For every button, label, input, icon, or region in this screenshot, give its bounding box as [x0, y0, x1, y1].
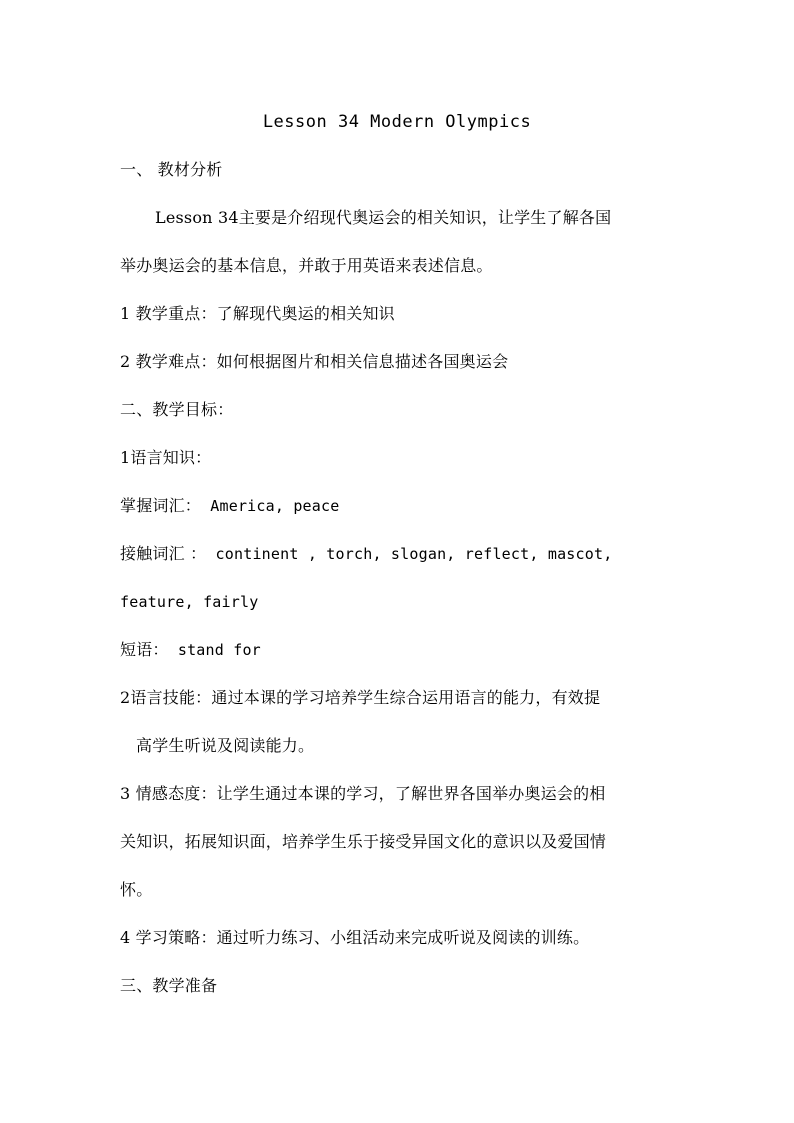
- language-skill-line-2: 高学生听说及阅读能力。: [136, 736, 315, 755]
- vocab-contact-line: [120, 544, 680, 564]
- section-heading-analysis: 一、 教材分析: [120, 160, 223, 179]
- vocab-master-words: America, peace: [201, 497, 340, 515]
- analysis-paragraph-line-2: 举办奥运会的基本信息，并敢于用英语来表述信息。: [120, 256, 493, 275]
- vocab-master-line: [120, 496, 680, 516]
- phrase-label: 短语：: [120, 640, 169, 659]
- language-knowledge-heading: 1语言知识：: [120, 448, 212, 467]
- vocab-contact-words-continued: feature, fairly: [120, 593, 259, 611]
- section-heading-objectives: 二、教学目标：: [120, 400, 234, 419]
- section-heading-preparation: 三、教学准备: [120, 976, 218, 995]
- document-title: Lesson 34 Modern Olympics: [262, 112, 532, 132]
- language-skill-line-1: 2语言技能：通过本课的学习培养学生综合运用语言的能力，有效提: [120, 688, 601, 707]
- key-point-item: 1 教学重点：了解现代奥运的相关知识: [120, 304, 395, 323]
- emotion-attitude-line-2: 关知识，拓展知识面，培养学生乐于接受异国文化的意识以及爱国情: [120, 832, 607, 851]
- vocab-contact-words: continent , torch, slogan, reflect, mascot,: [206, 545, 613, 563]
- phrase-words: stand for: [168, 641, 261, 659]
- phrase-line: [120, 640, 680, 660]
- emotion-attitude-line-1: 3 情感态度：让学生通过本课的学习，了解世界各国举办奥运会的相: [120, 784, 606, 803]
- learning-strategy-line: 4 学习策略：通过听力练习、小组活动来完成听说及阅读的训练。: [120, 928, 590, 947]
- difficult-point-item: 2 教学难点：如何根据图片和相关信息描述各国奥运会: [120, 352, 509, 371]
- vocab-contact-label: 接触词汇 ：: [120, 544, 207, 563]
- emotion-attitude-line-3: 怀。: [120, 880, 153, 899]
- vocab-master-label: 掌握词汇：: [120, 496, 202, 515]
- analysis-paragraph-line-1: Lesson 34主要是介绍现代奥运会的相关知识，让学生了解各国: [155, 208, 612, 227]
